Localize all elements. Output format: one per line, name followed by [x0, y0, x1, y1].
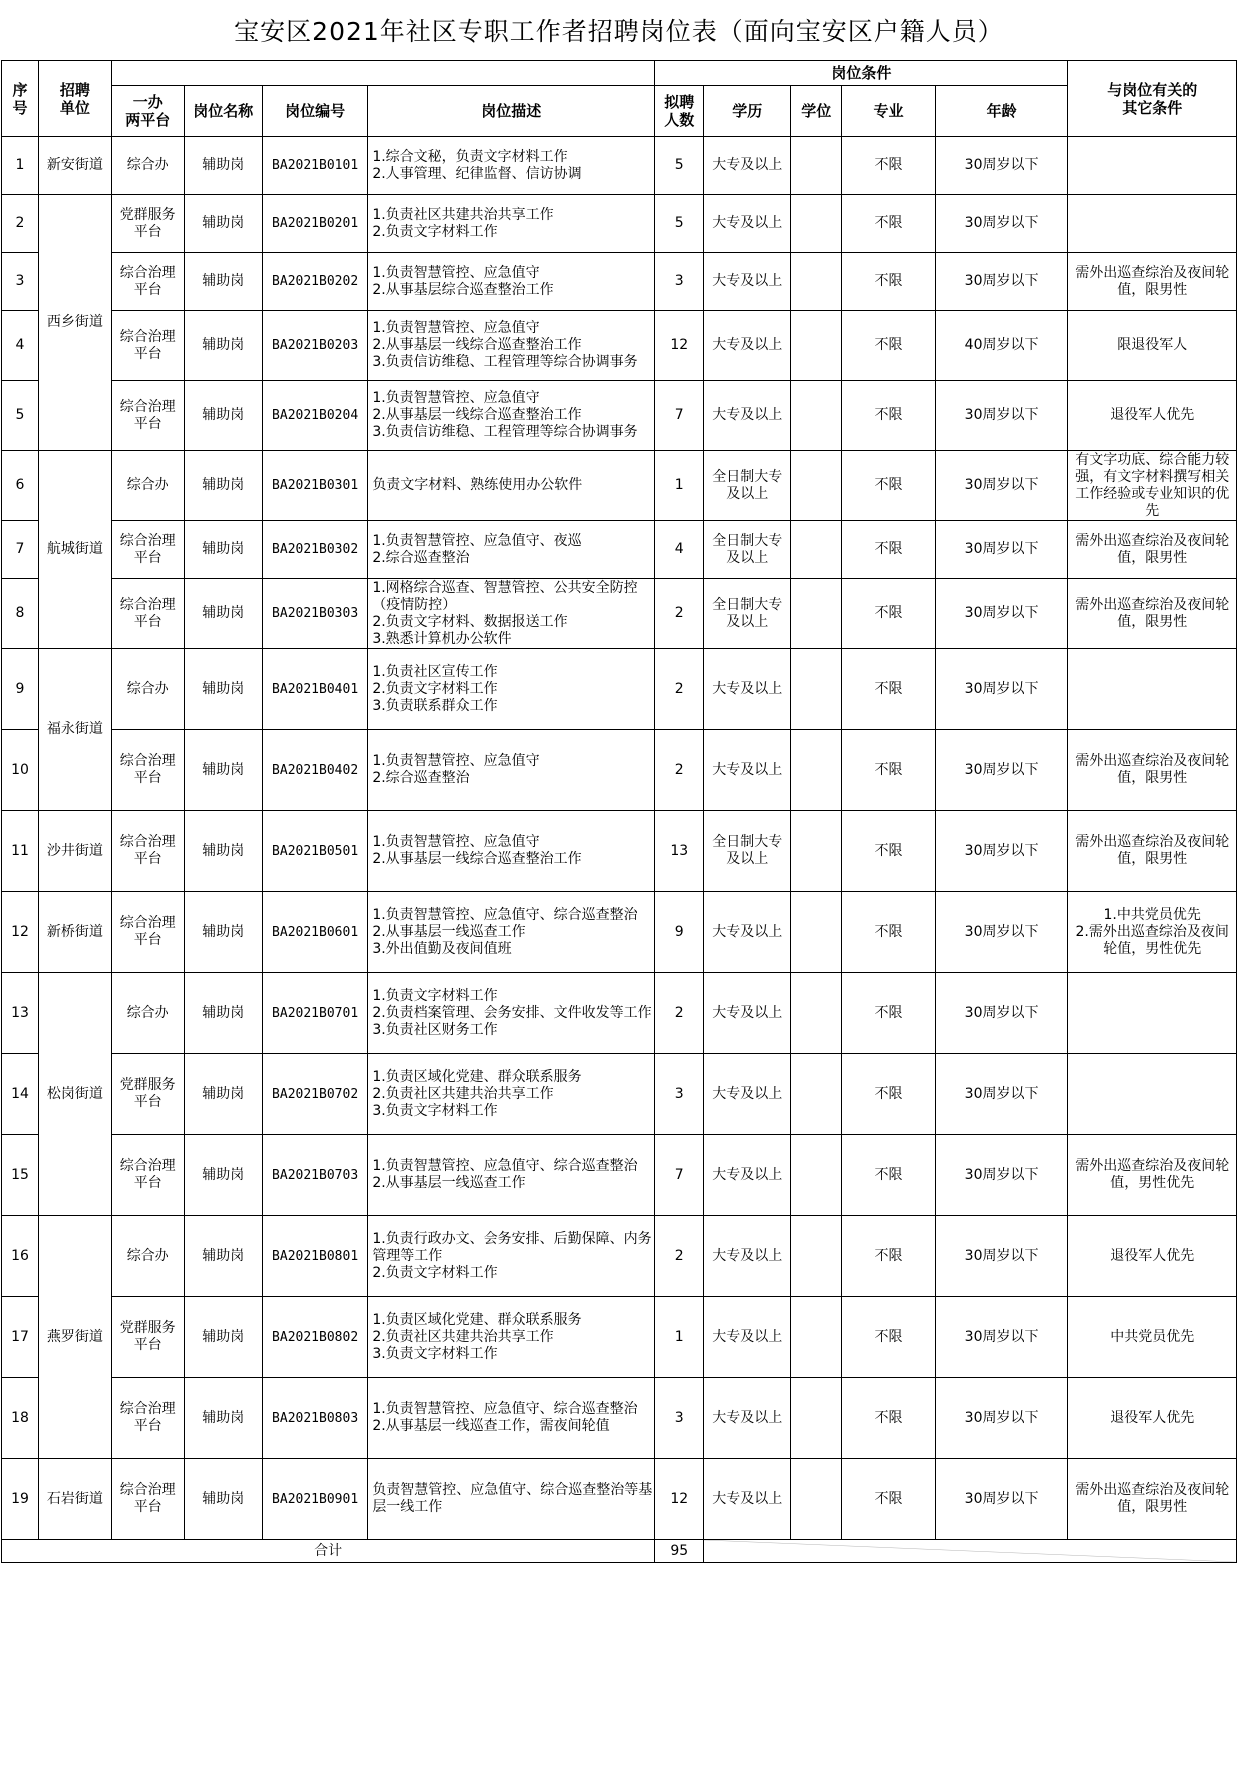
cell-post-desc: 1.负责社区宣传工作 2.负责文字材料工作 3.负责联系群众工作 — [368, 649, 655, 730]
cell-seq: 4 — [2, 311, 39, 381]
cell-post-desc: 1.负责智慧管控、应急值守、综合巡查整治 2.从事基层一线巡查工作 — [368, 1135, 655, 1216]
cell-age: 30周岁以下 — [935, 521, 1068, 579]
cell-unit: 石岩街道 — [38, 1459, 111, 1540]
header-post-name: 岗位名称 — [184, 86, 262, 137]
table-row — [2, 1216, 1237, 1297]
header-education: 学历 — [704, 86, 791, 137]
cell-seq: 18 — [2, 1378, 39, 1459]
cell-age: 30周岁以下 — [935, 730, 1068, 811]
cell-degree — [791, 253, 842, 311]
cell-count: 13 — [655, 811, 704, 892]
cell-post-name: 辅助岗 — [184, 1459, 262, 1540]
cell-post-code: BA2021B0303 — [262, 579, 367, 649]
cell-degree — [791, 1378, 842, 1459]
cell-post-code: BA2021B0501 — [262, 811, 367, 892]
cell-other — [1068, 195, 1237, 253]
cell-count: 4 — [655, 521, 704, 579]
cell-platform: 综合办 — [111, 1216, 184, 1297]
cell-degree — [791, 311, 842, 381]
table-row — [2, 1135, 1237, 1216]
cell-other: 需外出巡查综治及夜间轮值，限男性 — [1068, 811, 1237, 892]
table-row — [2, 892, 1237, 973]
cell-count: 2 — [655, 973, 704, 1054]
cell-post-desc: 1.负责智慧管控、应急值守 2.从事基层一线综合巡查整治工作 3.负责信访维稳、工程管理等综合协调事务 — [368, 311, 655, 381]
cell-degree — [791, 1216, 842, 1297]
cell-platform: 综合办 — [111, 137, 184, 195]
table-row — [2, 381, 1237, 451]
total-label: 合计 — [2, 1540, 655, 1563]
cell-education: 大专及以上 — [704, 1054, 791, 1135]
cell-other: 退役军人优先 — [1068, 381, 1237, 451]
cell-platform: 综合治理 平台 — [111, 381, 184, 451]
cell-seq: 16 — [2, 1216, 39, 1297]
cell-degree — [791, 579, 842, 649]
cell-major: 不限 — [842, 1054, 935, 1135]
cell-age: 30周岁以下 — [935, 1135, 1068, 1216]
cell-post-desc: 1.负责区域化党建、群众联系服务 2.负责社区共建共治共享工作 3.负责文字材料工作 — [368, 1297, 655, 1378]
table-row — [2, 973, 1237, 1054]
cell-count: 5 — [655, 137, 704, 195]
table-row — [2, 1297, 1237, 1378]
cell-post-name: 辅助岗 — [184, 253, 262, 311]
cell-major: 不限 — [842, 195, 935, 253]
table-body — [2, 137, 1237, 1540]
cell-degree — [791, 137, 842, 195]
cell-other: 需外出巡查综治及夜间轮值，限男性 — [1068, 521, 1237, 579]
cell-platform: 综合治理 平台 — [111, 1378, 184, 1459]
cell-major: 不限 — [842, 311, 935, 381]
diagonal-line — [704, 1540, 1236, 1562]
cell-degree — [791, 1459, 842, 1540]
cell-degree — [791, 649, 842, 730]
cell-other — [1068, 649, 1237, 730]
cell-post-code: BA2021B0402 — [262, 730, 367, 811]
cell-education: 大专及以上 — [704, 195, 791, 253]
cell-post-name: 辅助岗 — [184, 1135, 262, 1216]
cell-major: 不限 — [842, 521, 935, 579]
cell-post-desc: 1.负责文字材料工作 2.负责档案管理、会务安排、文件收发等工作 3.负责社区财务工作 — [368, 973, 655, 1054]
cell-post-code: BA2021B0201 — [262, 195, 367, 253]
cell-age: 30周岁以下 — [935, 579, 1068, 649]
cell-major: 不限 — [842, 451, 935, 521]
cell-post-code: BA2021B0101 — [262, 137, 367, 195]
cell-count: 2 — [655, 730, 704, 811]
cell-platform: 综合治理 平台 — [111, 892, 184, 973]
cell-major: 不限 — [842, 1378, 935, 1459]
cell-post-desc: 1.负责智慧管控、应急值守、综合巡查整治 2.从事基层一线巡查工作 3.外出值勤及夜间值班 — [368, 892, 655, 973]
cell-platform: 综合治理 平台 — [111, 521, 184, 579]
table-row — [2, 1459, 1237, 1540]
header-conditions: 岗位条件 — [655, 61, 1068, 86]
cell-other — [1068, 1054, 1237, 1135]
cell-post-code: BA2021B0701 — [262, 973, 367, 1054]
cell-seq: 9 — [2, 649, 39, 730]
cell-post-desc: 1.综合文秘，负责文字材料工作 2.人事管理、纪律监督、信访协调 — [368, 137, 655, 195]
header-post-desc: 岗位描述 — [368, 86, 655, 137]
cell-count: 3 — [655, 1378, 704, 1459]
cell-platform: 综合治理 平台 — [111, 1459, 184, 1540]
cell-post-name: 辅助岗 — [184, 137, 262, 195]
cell-post-name: 辅助岗 — [184, 1378, 262, 1459]
cell-count: 3 — [655, 1054, 704, 1135]
cell-post-name: 辅助岗 — [184, 892, 262, 973]
cell-other: 需外出巡查综治及夜间轮值，限男性 — [1068, 579, 1237, 649]
table-row — [2, 451, 1237, 521]
cell-platform: 综合治理 平台 — [111, 253, 184, 311]
cell-major: 不限 — [842, 1459, 935, 1540]
cell-degree — [791, 730, 842, 811]
cell-education: 大专及以上 — [704, 730, 791, 811]
cell-age: 30周岁以下 — [935, 1297, 1068, 1378]
total-count: 95 — [655, 1540, 704, 1563]
cell-post-name: 辅助岗 — [184, 1054, 262, 1135]
cell-other: 1.中共党员优先 2.需外出巡查综治及夜间轮值，男性优先 — [1068, 892, 1237, 973]
cell-seq: 6 — [2, 451, 39, 521]
cell-post-name: 辅助岗 — [184, 195, 262, 253]
cell-other: 需外出巡查综治及夜间轮值，男性优先 — [1068, 1135, 1237, 1216]
header-blank — [111, 61, 655, 86]
cell-post-name: 辅助岗 — [184, 579, 262, 649]
recruitment-table — [1, 60, 1237, 1563]
table-row — [2, 521, 1237, 579]
cell-post-code: BA2021B0302 — [262, 521, 367, 579]
cell-age: 30周岁以下 — [935, 253, 1068, 311]
cell-count: 12 — [655, 311, 704, 381]
cell-post-desc: 1.负责智慧管控、应急值守、综合巡查整治 2.从事基层一线巡查工作，需夜间轮值 — [368, 1378, 655, 1459]
cell-degree — [791, 195, 842, 253]
cell-platform: 综合治理 平台 — [111, 811, 184, 892]
cell-degree — [791, 1054, 842, 1135]
cell-degree — [791, 973, 842, 1054]
cell-seq: 15 — [2, 1135, 39, 1216]
cell-seq: 14 — [2, 1054, 39, 1135]
cell-count: 3 — [655, 253, 704, 311]
table-row — [2, 649, 1237, 730]
cell-major: 不限 — [842, 973, 935, 1054]
table-row — [2, 311, 1237, 381]
table-row — [2, 811, 1237, 892]
cell-age: 30周岁以下 — [935, 451, 1068, 521]
cell-education: 大专及以上 — [704, 1135, 791, 1216]
cell-education: 大专及以上 — [704, 892, 791, 973]
cell-degree — [791, 1297, 842, 1378]
cell-other: 退役军人优先 — [1068, 1216, 1237, 1297]
cell-education: 大专及以上 — [704, 973, 791, 1054]
cell-post-code: BA2021B0202 — [262, 253, 367, 311]
cell-post-code: BA2021B0901 — [262, 1459, 367, 1540]
cell-degree — [791, 451, 842, 521]
cell-seq: 5 — [2, 381, 39, 451]
cell-age: 30周岁以下 — [935, 973, 1068, 1054]
cell-count: 7 — [655, 381, 704, 451]
cell-education: 全日制大专 及以上 — [704, 451, 791, 521]
cell-degree — [791, 892, 842, 973]
cell-post-desc: 1.负责社区共建共治共享工作 2.负责文字材料工作 — [368, 195, 655, 253]
cell-count: 2 — [655, 1216, 704, 1297]
cell-other: 中共党员优先 — [1068, 1297, 1237, 1378]
cell-post-desc: 1.负责区域化党建、群众联系服务 2.负责社区共建共治共享工作 3.负责文字材料工作 — [368, 1054, 655, 1135]
cell-unit: 新安街道 — [38, 137, 111, 195]
cell-seq: 10 — [2, 730, 39, 811]
cell-other: 需外出巡查综治及夜间轮值，限男性 — [1068, 253, 1237, 311]
cell-count: 1 — [655, 451, 704, 521]
cell-post-name: 辅助岗 — [184, 381, 262, 451]
cell-post-code: BA2021B0802 — [262, 1297, 367, 1378]
cell-age: 30周岁以下 — [935, 195, 1068, 253]
cell-unit: 航城街道 — [38, 451, 111, 649]
cell-seq: 17 — [2, 1297, 39, 1378]
cell-education: 大专及以上 — [704, 1216, 791, 1297]
cell-age: 30周岁以下 — [935, 811, 1068, 892]
cell-degree — [791, 381, 842, 451]
cell-count: 1 — [655, 1297, 704, 1378]
header-count: 拟聘 人数 — [655, 86, 704, 137]
header-age: 年龄 — [935, 86, 1068, 137]
table-row — [2, 137, 1237, 195]
cell-education: 大专及以上 — [704, 1297, 791, 1378]
cell-major: 不限 — [842, 649, 935, 730]
cell-post-name: 辅助岗 — [184, 311, 262, 381]
cell-post-name: 辅助岗 — [184, 521, 262, 579]
cell-age: 30周岁以下 — [935, 1459, 1068, 1540]
cell-major: 不限 — [842, 253, 935, 311]
cell-other — [1068, 973, 1237, 1054]
cell-post-desc: 1.负责智慧管控、应急值守 2.从事基层一线综合巡查整治工作 3.负责信访维稳、工程管理等综合协调事务 — [368, 381, 655, 451]
cell-platform: 综合办 — [111, 649, 184, 730]
cell-post-desc: 1.负责智慧管控、应急值守 2.从事基层一线综合巡查整治工作 — [368, 811, 655, 892]
table-row — [2, 1378, 1237, 1459]
cell-major: 不限 — [842, 811, 935, 892]
cell-seq: 7 — [2, 521, 39, 579]
cell-post-code: BA2021B0702 — [262, 1054, 367, 1135]
cell-major: 不限 — [842, 1297, 935, 1378]
cell-age: 30周岁以下 — [935, 381, 1068, 451]
cell-post-desc: 1.负责行政办文、会务安排、后勤保障、内务管理等工作 2.负责文字材料工作 — [368, 1216, 655, 1297]
cell-seq: 8 — [2, 579, 39, 649]
cell-major: 不限 — [842, 892, 935, 973]
cell-degree — [791, 1135, 842, 1216]
cell-major: 不限 — [842, 381, 935, 451]
cell-post-desc: 1.负责智慧管控、应急值守、夜巡 2.综合巡查整治 — [368, 521, 655, 579]
cell-count: 2 — [655, 579, 704, 649]
cell-education: 全日制大专 及以上 — [704, 579, 791, 649]
cell-post-name: 辅助岗 — [184, 811, 262, 892]
cell-seq: 13 — [2, 973, 39, 1054]
table-row — [2, 195, 1237, 253]
cell-other: 退役军人优先 — [1068, 1378, 1237, 1459]
cell-other: 需外出巡查综治及夜间轮值，限男性 — [1068, 1459, 1237, 1540]
cell-post-code: BA2021B0703 — [262, 1135, 367, 1216]
cell-unit: 燕罗街道 — [38, 1216, 111, 1459]
cell-post-name: 辅助岗 — [184, 1297, 262, 1378]
cell-post-desc: 负责智慧管控、应急值守、综合巡查整治等基层一线工作 — [368, 1459, 655, 1540]
cell-education: 大专及以上 — [704, 649, 791, 730]
header-unit: 招聘 单位 — [38, 61, 111, 137]
cell-age: 30周岁以下 — [935, 1054, 1068, 1135]
cell-age: 40周岁以下 — [935, 311, 1068, 381]
cell-platform: 综合治理 平台 — [111, 730, 184, 811]
cell-major: 不限 — [842, 579, 935, 649]
cell-post-name: 辅助岗 — [184, 973, 262, 1054]
cell-platform: 综合治理 平台 — [111, 311, 184, 381]
cell-major: 不限 — [842, 730, 935, 811]
cell-major: 不限 — [842, 137, 935, 195]
cell-age: 30周岁以下 — [935, 1216, 1068, 1297]
cell-seq: 3 — [2, 253, 39, 311]
header-degree: 学位 — [791, 86, 842, 137]
cell-post-desc: 1.负责智慧管控、应急值守 2.从事基层综合巡查整治工作 — [368, 253, 655, 311]
table-row — [2, 730, 1237, 811]
cell-age: 30周岁以下 — [935, 1378, 1068, 1459]
cell-age: 30周岁以下 — [935, 649, 1068, 730]
cell-education: 大专及以上 — [704, 1378, 791, 1459]
page-title: 宝安区2021年社区专职工作者招聘岗位表（面向宝安区户籍人员） — [234, 17, 1004, 46]
header-other: 与岗位有关的 其它条件 — [1068, 61, 1237, 137]
total-diagonal-cell — [704, 1540, 1237, 1563]
cell-age: 30周岁以下 — [935, 892, 1068, 973]
cell-post-code: BA2021B0803 — [262, 1378, 367, 1459]
cell-seq: 1 — [2, 137, 39, 195]
cell-education: 全日制大专 及以上 — [704, 811, 791, 892]
cell-other — [1068, 137, 1237, 195]
cell-platform: 党群服务 平台 — [111, 1054, 184, 1135]
cell-other: 有文字功底、综合能力较强，有文字材料撰写相关工作经验或专业知识的优先 — [1068, 451, 1237, 521]
cell-post-code: BA2021B0203 — [262, 311, 367, 381]
cell-education: 全日制大专 及以上 — [704, 521, 791, 579]
cell-seq: 12 — [2, 892, 39, 973]
cell-platform: 综合办 — [111, 973, 184, 1054]
header-major: 专业 — [842, 86, 935, 137]
cell-post-code: BA2021B0801 — [262, 1216, 367, 1297]
cell-education: 大专及以上 — [704, 137, 791, 195]
cell-count: 5 — [655, 195, 704, 253]
header-platform: 一办 两平台 — [111, 86, 184, 137]
cell-count: 2 — [655, 649, 704, 730]
cell-education: 大专及以上 — [704, 311, 791, 381]
cell-age: 30周岁以下 — [935, 137, 1068, 195]
cell-count: 9 — [655, 892, 704, 973]
cell-count: 7 — [655, 1135, 704, 1216]
cell-unit: 松岗街道 — [38, 973, 111, 1216]
cell-other: 限退役军人 — [1068, 311, 1237, 381]
cell-seq: 19 — [2, 1459, 39, 1540]
cell-platform: 党群服务 平台 — [111, 195, 184, 253]
cell-other: 需外出巡查综治及夜间轮值，限男性 — [1068, 730, 1237, 811]
cell-post-name: 辅助岗 — [184, 649, 262, 730]
cell-seq: 2 — [2, 195, 39, 253]
cell-unit: 沙井街道 — [38, 811, 111, 892]
cell-post-code: BA2021B0301 — [262, 451, 367, 521]
cell-education: 大专及以上 — [704, 381, 791, 451]
cell-post-code: BA2021B0601 — [262, 892, 367, 973]
cell-post-desc: 负责文字材料、熟练使用办公软件 — [368, 451, 655, 521]
cell-degree — [791, 811, 842, 892]
cell-unit: 福永街道 — [38, 649, 111, 811]
cell-post-desc: 1.负责智慧管控、应急值守 2.综合巡查整治 — [368, 730, 655, 811]
cell-unit: 新桥街道 — [38, 892, 111, 973]
header-seq: 序 号 — [2, 61, 39, 137]
cell-seq: 11 — [2, 811, 39, 892]
cell-post-name: 辅助岗 — [184, 1216, 262, 1297]
cell-unit: 西乡街道 — [38, 195, 111, 451]
table-row — [2, 1054, 1237, 1135]
cell-post-name: 辅助岗 — [184, 730, 262, 811]
cell-education: 大专及以上 — [704, 253, 791, 311]
cell-education: 大专及以上 — [704, 1459, 791, 1540]
cell-major: 不限 — [842, 1216, 935, 1297]
table-row — [2, 579, 1237, 649]
cell-platform: 综合办 — [111, 451, 184, 521]
cell-platform: 党群服务 平台 — [111, 1297, 184, 1378]
cell-major: 不限 — [842, 1135, 935, 1216]
cell-degree — [791, 521, 842, 579]
cell-platform: 综合治理 平台 — [111, 579, 184, 649]
cell-post-desc: 1.网格综合巡查、智慧管控、公共安全防控（疫情防控） 2.负责文字材料、数据报送工作 3.熟悉计算机办公软件 — [368, 579, 655, 649]
cell-post-code: BA2021B0401 — [262, 649, 367, 730]
cell-count: 12 — [655, 1459, 704, 1540]
header-post-code: 岗位编号 — [262, 86, 367, 137]
cell-post-code: BA2021B0204 — [262, 381, 367, 451]
cell-platform: 综合治理 平台 — [111, 1135, 184, 1216]
table-row — [2, 253, 1237, 311]
cell-post-name: 辅助岗 — [184, 451, 262, 521]
